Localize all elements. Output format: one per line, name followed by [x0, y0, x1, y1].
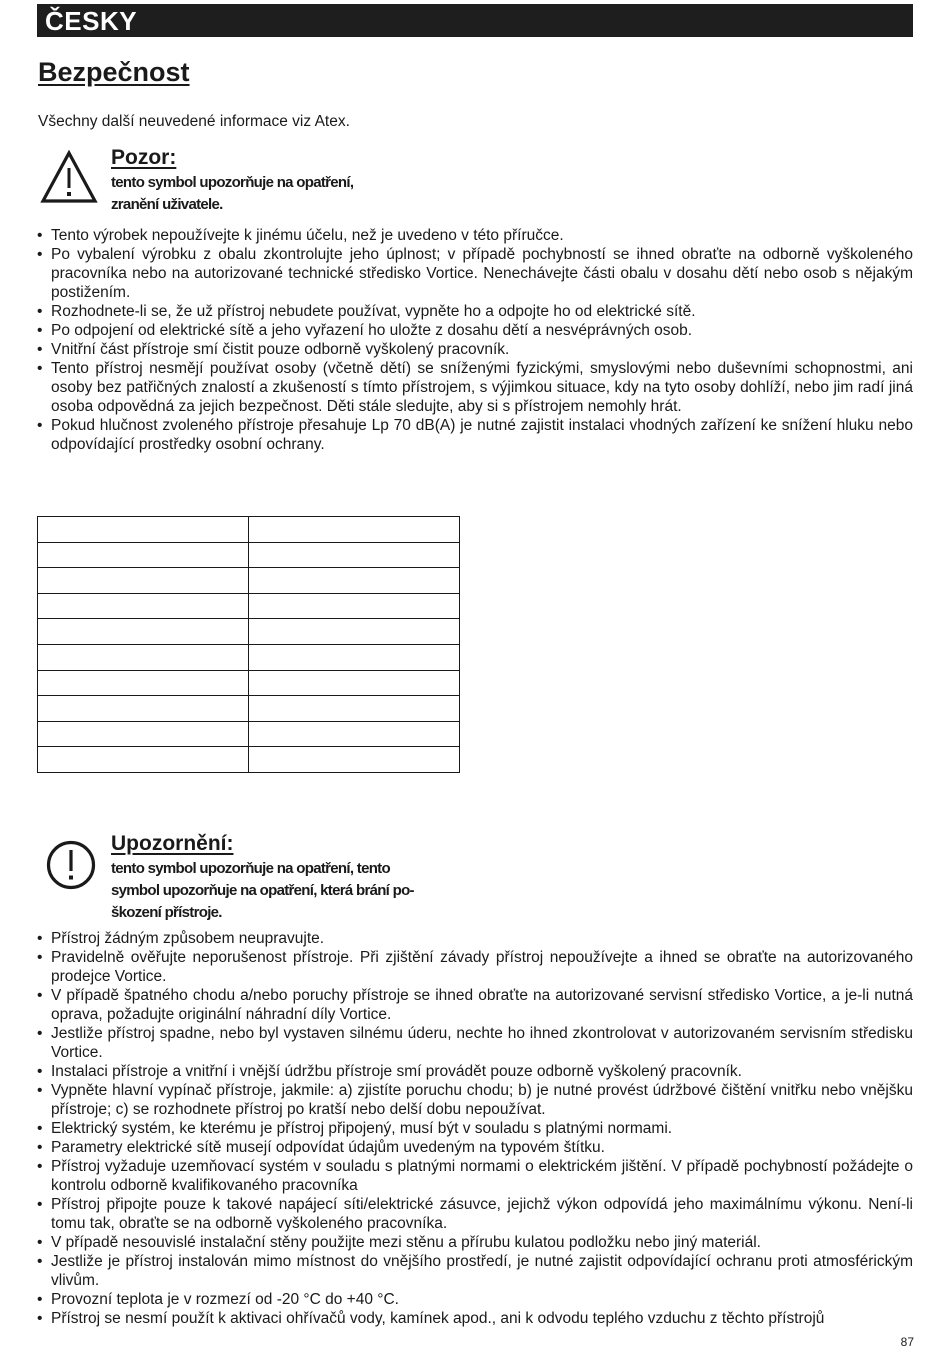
table-cell: [38, 568, 249, 594]
table-cell: [249, 721, 460, 747]
list-item: • Přístroj žádným způsobem neupravujte.: [37, 929, 913, 948]
table-cell: [38, 721, 249, 747]
list-item: • Instalaci přístroje a vnitřní i vnější údržbu přístroje smí provádět pouze odborně vyškolený pracovník.: [37, 1062, 913, 1081]
warning-description: [111, 858, 414, 924]
list-item: • V případě nesouvislé instalační stěny použijte mezi stěnu a přírubu kulatou podložku nebo jiný materiál.: [37, 1233, 913, 1252]
list-item: • Po odpojení od elektrické sítě a jeho vyřazení ho uložte z dosahu dětí a nesvéprávných osob.: [37, 321, 913, 340]
table-row: [38, 644, 460, 670]
table-row: [38, 747, 460, 773]
list-item: • Rozhodnete-li se, že už přístroj nebudete používat, vypněte ho a odpojte ho od elektrické sítě.: [37, 302, 913, 321]
intro-text: Všechny další neuvedené informace viz Atex.: [38, 113, 350, 130]
table-cell: [38, 696, 249, 722]
table-cell: [249, 568, 460, 594]
page-number: 87: [900, 1335, 914, 1349]
table-cell: [249, 517, 460, 543]
warning-triangle-icon: [40, 150, 98, 204]
caution-list: [37, 226, 913, 454]
table-row: [38, 619, 460, 645]
language-label: ČESKY: [45, 6, 138, 36]
list-item: • Jestliže je přístroj instalován mimo místnost do vnějšího prostředí, je nutné zajistit odpovídající ochranu proti atmosférickým vlivům.: [37, 1252, 913, 1290]
caution-heading: Pozor:: [111, 146, 177, 169]
table-cell: [249, 619, 460, 645]
table-cell: [249, 747, 460, 773]
list-item: • Pokud hlučnost zvoleného přístroje přesahuje Lp 70 dB(A) je nutné zajistit instalaci vhodných zařízení ke snížení hluku nebo odpovídající prostředky osobní ochrany.: [37, 416, 913, 454]
table-cell: [249, 644, 460, 670]
list-item: • Provozní teplota je v rozmezí od -20 °C do +40 °C.: [37, 1290, 913, 1309]
table-cell: [38, 619, 249, 645]
table-cell: [249, 696, 460, 722]
list-item: • Jestliže přístroj spadne, nebo byl vystaven silnému úderu, nechte ho ihned zkontrolovat v autorizovaném servisním středisku Vortice.: [37, 1024, 913, 1062]
table-cell: [38, 593, 249, 619]
blank-table: [37, 516, 460, 773]
language-header-bar: [37, 4, 913, 37]
table-cell: [249, 670, 460, 696]
table-cell: [38, 670, 249, 696]
list-item: • Parametry elektrické sítě musejí odpovídat údajům uvedeným na typovém štítku.: [37, 1138, 913, 1157]
table-row: [38, 568, 460, 594]
list-item: • Po vybalení výrobku z obalu zkontrolujte jeho úplnost; v případě pochybností se ihned obraťte na odborně vyškoleného pracovníka nebo na autorizované technické středisko Vortice. Nenechávejte části obalu v dosahu dětí nebo osob s nějakým postižením.: [37, 245, 913, 302]
list-item: • Tento výrobek nepoužívejte k jinému účelu, než je uvedeno v této příručce.: [37, 226, 913, 245]
list-item: • Tento přístroj nesmějí používat osoby (včetně dětí) se sníženými fyzickými, smyslovými nebo duševními schopnostmi, ani osoby bez patřičných znalostí a zkušeností s tímto přístrojem, s výjimkou situace, kdy na tyto osoby dohlíží, nebo jim radí jiná osoba odpovědná za jejich bezpečnost. Děti stále sledujte, aby si s přístrojem nemohly hrát.: [37, 359, 913, 416]
caution-line: zranění uživatele.: [111, 196, 223, 213]
list-item: • V případě špatného chodu a/nebo poruchy přístroje se ihned obraťte na autorizované servisní středisko Vortice, a je-li nutná oprava, požadujte originální náhradní díly Vortice.: [37, 986, 913, 1024]
table-cell: [38, 542, 249, 568]
exclamation-circle-icon: [45, 839, 97, 891]
table-cell: [249, 542, 460, 568]
warning-list: [37, 929, 913, 1328]
table-cell: [38, 644, 249, 670]
warning-line: symbol upozorňuje na opatření, která brání po-: [111, 882, 414, 899]
list-item: • Přístroj se nesmí použít k aktivaci ohřívačů vody, kamínek apod., ani k odvodu teplého vzduchu z těchto přístrojů: [37, 1309, 913, 1328]
warning-heading: Upozornění:: [111, 832, 234, 855]
caution-description: [111, 172, 353, 216]
caution-line: tento symbol upozorňuje na opatření,: [111, 174, 354, 191]
table-row: [38, 721, 460, 747]
warning-line: škození přístroje.: [111, 904, 222, 921]
list-item: • Vypněte hlavní vypínač přístroje, jakmile: a) zjistíte poruchu chodu; b) je nutné provést údržbové čištění vnitřku nebo vnějšku přístroje; c) se rozhodnete přístroj po kratší nebo delší dobu nepoužívat.: [37, 1081, 913, 1119]
table-cell: [249, 593, 460, 619]
list-item: • Přístroj vyžaduje uzemňovací systém v souladu s platnými normami o elektrickém jištění. V případě pochybností požádejte o kontrolu odborně kvalifikovaného pracovníka: [37, 1157, 913, 1195]
table-row: [38, 542, 460, 568]
table-row: [38, 696, 460, 722]
table-cell: [38, 517, 249, 543]
table-cell: [38, 747, 249, 773]
table-row: [38, 670, 460, 696]
table-row: [38, 593, 460, 619]
table-row: [38, 517, 460, 543]
warning-line: tento symbol upozorňuje na opatření, tento: [111, 860, 390, 877]
list-item: • Elektrický systém, ke kterému je přístroj připojený, musí být v souladu s platnými normami.: [37, 1119, 913, 1138]
section-title: Bezpečnost: [38, 57, 190, 87]
list-item: • Přístroj připojte pouze k takové napájecí síti/elektrické zásuvce, jejichž výkon odpovídá jeho maximálnímu výkonu. Není-li tomu tak, obraťte se na odborně vyškoleného pracovníka.: [37, 1195, 913, 1233]
list-item: • Pravidelně ověřujte neporušenost přístroje. Při zjištění závady přístroj nepoužívejte a ihned se obraťte na autorizovaného prodejce Vortice.: [37, 948, 913, 986]
list-item: • Vnitřní část přístroje smí čistit pouze odborně vyškolený pracovník.: [37, 340, 913, 359]
